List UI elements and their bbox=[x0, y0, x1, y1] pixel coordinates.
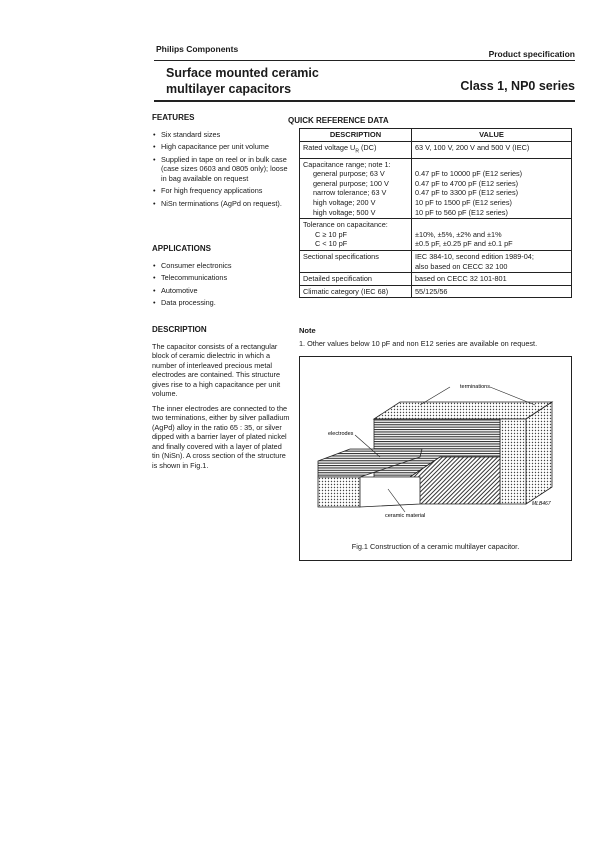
sectional-spec-label: Sectional specifications bbox=[300, 250, 412, 272]
list-item: • High capacitance per unit volume bbox=[152, 142, 290, 152]
label-ceramic-material: ceramic material bbox=[385, 513, 426, 519]
list-item: • Telecommunications bbox=[152, 273, 290, 283]
features-heading: FEATURES bbox=[152, 113, 195, 122]
applications-section bbox=[152, 244, 290, 311]
list-item: • For high frequency applications bbox=[152, 186, 290, 196]
table-header-row bbox=[300, 129, 572, 142]
company-name: Philips Components bbox=[156, 44, 239, 54]
right-termination-side bbox=[526, 402, 552, 504]
quick-reference-table bbox=[299, 128, 572, 298]
sectional-spec-value: IEC 384-10, second edition 1989-04; also based on CECC 32 100 bbox=[412, 250, 572, 272]
series-title: Class 1, NP0 series bbox=[460, 79, 575, 93]
list-item: • Supplied in tape on reel or in bulk case (case sizes 0603 and 0805 only); loose in bag available on request bbox=[152, 155, 290, 184]
detailed-spec-value: based on CECC 32 101-801 bbox=[412, 273, 572, 286]
header-rule bbox=[154, 60, 575, 61]
table-row bbox=[300, 141, 572, 158]
climatic-category-label: Climatic category (IEC 68) bbox=[300, 285, 412, 298]
top-termination-shape bbox=[374, 402, 552, 419]
title-line-1: Surface mounted ceramic bbox=[166, 66, 319, 80]
detailed-spec-label: Detailed specification bbox=[300, 273, 412, 286]
document-type: Product specification bbox=[488, 49, 575, 59]
list-item: • Six standard sizes bbox=[152, 130, 290, 140]
figure-code: MLB467 bbox=[532, 501, 551, 507]
features-list bbox=[152, 130, 290, 209]
capacitance-range-values: 0.47 pF to 10000 pF (E12 series) 0.47 pF to 4700 pF (E12 series) 0.47 pF to 3300 pF (E12 series) 10 pF to 1500 pF (E12 series) 10 pF to 560 pF (E12 series) bbox=[412, 158, 572, 219]
list-item: • NiSn terminations (AgPd on request). bbox=[152, 199, 290, 209]
qrd-heading: QUICK REFERENCE DATA bbox=[288, 116, 389, 125]
table-row bbox=[300, 273, 572, 286]
label-electrodes: electrodes bbox=[328, 431, 354, 437]
features-section bbox=[152, 113, 290, 211]
description-paragraph-2: The inner electrodes are connected to the two terminations, either by silver palladium (AgPd) alloy in the ratio 65 : 35, or silver dipped with a barrier layer of plated nickel and finally covered with a layer of plated tin (NiSn). A cross section of the structure is shown in Fig.1. bbox=[152, 403, 290, 470]
right-termination-front bbox=[500, 419, 526, 504]
description-paragraph-1: The capacitor consists of a rectangular block of ceramic dielectric in which a number of interleaved precious metal electrodes are contained. This structure gives rise to a high capacitance per unit volume. bbox=[152, 341, 281, 398]
table-row bbox=[300, 250, 572, 272]
figure-caption: Fig.1 Construction of a ceramic multilayer capacitor. bbox=[351, 542, 520, 551]
tolerance-labels: Tolerance on capacitance: C ≥ 10 pF C < 10 pF bbox=[300, 219, 412, 251]
title-rule bbox=[154, 100, 575, 102]
capacitor-diagram bbox=[300, 357, 571, 537]
applications-list bbox=[152, 261, 290, 308]
page-title bbox=[166, 65, 366, 97]
column-header-value: VALUE bbox=[412, 129, 572, 142]
table-row bbox=[300, 285, 572, 298]
table-row bbox=[300, 219, 572, 251]
climatic-category-value: 55/125/56 bbox=[412, 285, 572, 298]
label-terminations: terminations bbox=[460, 384, 490, 390]
left-termination-shape bbox=[318, 477, 360, 507]
description-heading: DESCRIPTION bbox=[152, 325, 207, 334]
capacitance-range-labels: Capacitance range; note 1: general purpose; 63 V general purpose; 100 V narrow tolerance; 63 V high voltage; 200 V high voltage; 500 V bbox=[300, 158, 412, 219]
note-text: 1. Other values below 10 pF and non E12 series are available on request. bbox=[299, 339, 538, 348]
rated-voltage-label: Rated voltage $U_R$ (DC) bbox=[300, 141, 412, 158]
title-line-2: multilayer capacitors bbox=[166, 82, 292, 96]
list-item: • Consumer electronics bbox=[152, 261, 290, 271]
tolerance-values: ±10%, ±5%, ±2% and ±1% ±0.5 pF, ±0.25 pF and ±0.1 pF bbox=[412, 219, 572, 251]
column-header-description: DESCRIPTION bbox=[300, 129, 412, 142]
rated-voltage-value: 63 V, 100 V, 200 V and 500 V (IEC) bbox=[412, 141, 572, 158]
table-row bbox=[300, 158, 572, 219]
list-item: • Data processing. bbox=[152, 298, 290, 308]
applications-heading: APPLICATIONS bbox=[152, 244, 211, 253]
description-section bbox=[152, 325, 290, 475]
note-heading: Note bbox=[299, 326, 316, 335]
list-item: • Automotive bbox=[152, 286, 290, 296]
